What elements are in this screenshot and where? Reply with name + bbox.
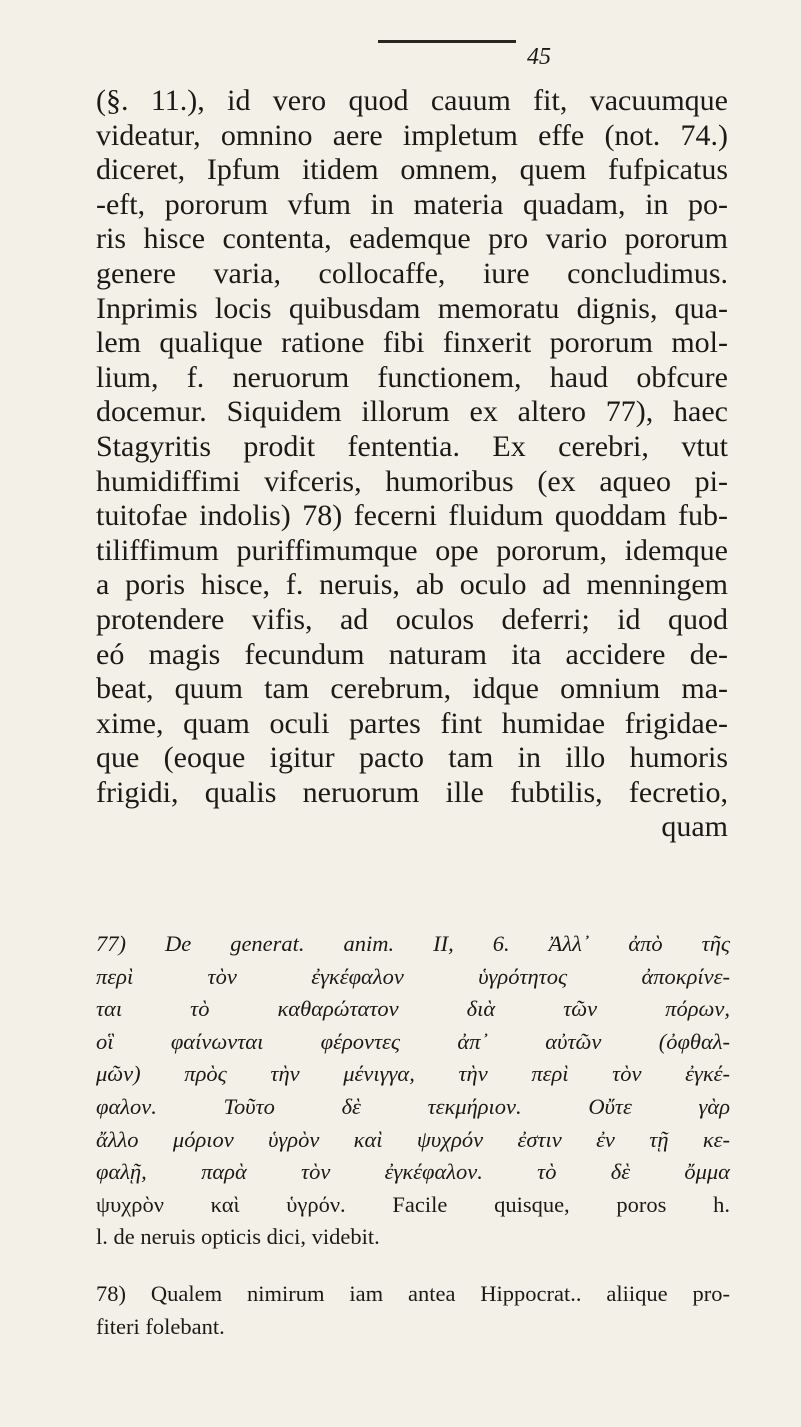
- header-rule: [378, 40, 516, 43]
- text-line: humidiffimi vifceris, humoribus (ex aqueo pi-: [96, 464, 728, 498]
- footnote-77-line: l. de neruis opticis dici, videbit.: [96, 1224, 380, 1250]
- text-line: frigidi, qualis neruorum ille fubtilis, fecretio,: [96, 775, 728, 809]
- text-line: genere varia, collocaffe, iure concludimus.: [96, 256, 728, 290]
- text-line: -eft, pororum vfum in materia quadam, in po-: [96, 187, 728, 221]
- text-line: a poris hisce, f. neruis, ab oculo ad menningem: [96, 568, 728, 602]
- catchword: quam: [661, 810, 728, 844]
- text-line: videatur, omnino aere impletum effe (not. 74.): [96, 118, 728, 152]
- text-line: xime, quam oculi partes fint humidae frigidae-: [96, 706, 728, 740]
- page-number: 45: [527, 44, 551, 70]
- footnote-77-line: ψυχρὸν καὶ ὑγρόν. Facile quisque, poros h.: [96, 1191, 730, 1217]
- text-line: beat, quum tam cerebrum, idque omnium ma-: [96, 672, 728, 706]
- footnote-78-line: fiteri folebant.: [96, 1313, 225, 1339]
- text-line: ris hisce contenta, eademque pro vario pororum: [96, 222, 728, 256]
- text-line: lium, f. neruorum functionem, haud obfcure: [96, 360, 728, 394]
- text-line: tuitofae indolis) 78) fecerni fluidum quoddam fub-: [96, 499, 728, 533]
- text-line: que (eoque igitur pacto tam in illo humoris: [96, 741, 728, 775]
- footnotes: [96, 928, 730, 1343]
- footnote-77-line: οἳ φαίνωνται φέροντες ἀπ᾽ αὐτῶν (ὀφθαλ-: [96, 1028, 730, 1054]
- footnote-78-line: 78) Qualem nimirum iam antea Hippocrat.. aliique pro-: [96, 1280, 730, 1306]
- text-line: protendere vifis, ad oculos deferri; id quod: [96, 602, 728, 636]
- text-line: tiliffimum puriffimumque ope pororum, idemque: [96, 533, 728, 567]
- footnote-77-line: φαλῇ, παρὰ τὸν ἐγκέφαλον. τὸ δὲ ὄμμα: [96, 1159, 730, 1185]
- footnote-77-line: ἄλλο μόριον ὑγρὸν καὶ ψυχρόν ἐστιν ἐν τῇ κε-: [96, 1126, 730, 1152]
- text-line: eó magis fecundum naturam ita accidere de-: [96, 637, 728, 671]
- text-line: Stagyritis prodit fententia. Ex cerebri, vtut: [96, 429, 728, 463]
- text-line: lem qualique ratione fibi finxerit pororum mol-: [96, 326, 728, 360]
- footnote-77-line: φαλον. Τοῦτο δὲ τεκμήριον. Οὔτε γὰρ: [96, 1093, 730, 1119]
- text-line: docemur. Siquidem illorum ex altero 77), haec: [96, 395, 728, 429]
- text-line: Inprimis locis quibusdam memoratu dignis, qua-: [96, 291, 728, 325]
- text-line: (§. 11.), id vero quod cauum fit, vacuumque: [96, 84, 728, 117]
- footnote-77-line: περὶ τὸν ἐγκέφαλον ὑγρότητος ἀποκρίνε-: [96, 963, 730, 989]
- footnote-77-line: 77) De generat. anim. II, 6. Ἀλλ᾽ ἀπὸ τῆς: [96, 931, 730, 956]
- main-text: [96, 84, 728, 845]
- footnote-77-line: μῶν) πρὸς τὴν μένιγγα, τὴν περὶ τὸν ἐγκέ-: [96, 1061, 730, 1087]
- footnote-77-line: ται τὸ καθαρώτατον διὰ τῶν πόρων,: [96, 996, 730, 1022]
- text-line: diceret, Ipfum itidem omnem, quem fufpicatus: [96, 153, 728, 187]
